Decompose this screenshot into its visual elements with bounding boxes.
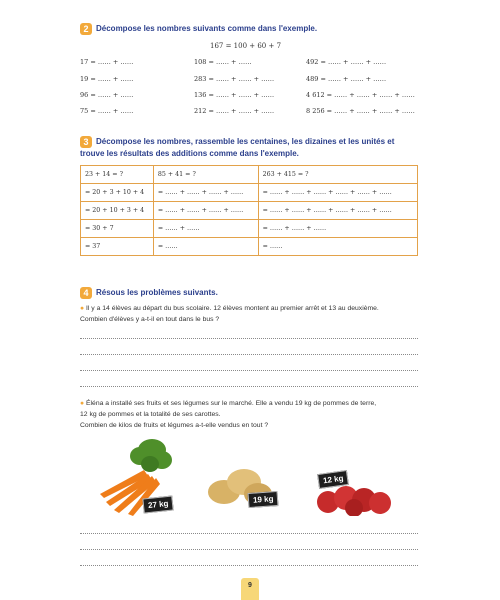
answer-line[interactable] bbox=[80, 549, 418, 550]
table-row bbox=[81, 238, 418, 256]
problem-1-line2: Combien d'élèves y a-t-il en tout dans le bus ? bbox=[80, 316, 220, 323]
table-cell: = 30 + 7 bbox=[81, 220, 154, 238]
decompose-item: 108 = …… + …… bbox=[194, 58, 252, 66]
decompose-item: 492 = …… + …… + …… bbox=[306, 58, 387, 66]
problem-2-text: Éléna a installé ses fruits et ses légumes sur le marché. Elle a vendu 19 kg de pommes de terre, bbox=[86, 400, 377, 407]
potatoes-weight-tag: 19 kg bbox=[248, 491, 279, 508]
exercise-2-example: 167 = 100 + 60 + 7 bbox=[210, 42, 282, 50]
table-cell: = …… + …… + …… + …… bbox=[153, 184, 258, 202]
decompose-item: 136 = …… + …… + …… bbox=[194, 91, 275, 99]
table-cell: 23 + 14 = ? bbox=[81, 166, 154, 184]
problem-1-text: Il y a 14 élèves au départ du bus scolaire. 12 élèves montent au premier arrêt et 13 au deuxième. bbox=[86, 305, 379, 312]
decompose-item: 489 = …… + …… + …… bbox=[306, 75, 387, 83]
table-cell: = …… + …… + …… + …… + …… + …… bbox=[258, 202, 417, 220]
exercise-2-badge: 2 bbox=[80, 23, 92, 35]
answer-line[interactable] bbox=[80, 370, 418, 371]
decompose-item: 96 = …… + …… bbox=[80, 91, 134, 99]
table-cell: = …… + …… bbox=[153, 220, 258, 238]
decompose-item: 8 256 = …… + …… + …… + …… bbox=[306, 107, 415, 115]
problem-1-line1 bbox=[80, 304, 379, 314]
table-cell: = …… + …… + …… + …… bbox=[153, 202, 258, 220]
decompose-item: 4 612 = …… + …… + …… + …… bbox=[306, 91, 415, 99]
table-cell: 263 + 415 = ? bbox=[258, 166, 417, 184]
exercise-3-badge: 3 bbox=[80, 136, 92, 148]
decompose-item: 283 = …… + …… + …… bbox=[194, 75, 275, 83]
answer-line[interactable] bbox=[80, 565, 418, 566]
bullet-icon: ● bbox=[80, 400, 85, 407]
table-row bbox=[81, 184, 418, 202]
exercise-3-title-line2: trouve les résultats des additions comme dans l'exemple. bbox=[80, 149, 299, 158]
table-row bbox=[81, 166, 418, 184]
table-cell: = …… bbox=[153, 238, 258, 256]
table-row bbox=[81, 220, 418, 238]
exercise-3-title-line1: Décompose les nombres, rassemble les centaines, les dizaines et les unités et bbox=[96, 137, 395, 146]
decompose-item: 17 = …… + …… bbox=[80, 58, 134, 66]
decompose-item: 75 = …… + …… bbox=[80, 107, 134, 115]
answer-line[interactable] bbox=[80, 338, 418, 339]
exercise-2-title: Décompose les nombres suivants comme dans l'exemple. bbox=[96, 24, 318, 33]
decompose-item: 19 = …… + …… bbox=[80, 75, 134, 83]
carrots-weight-tag: 27 kg bbox=[142, 495, 174, 513]
answer-line[interactable] bbox=[80, 533, 418, 534]
table-cell: 85 + 41 = ? bbox=[153, 166, 258, 184]
exercise-4-title: Résous les problèmes suivants. bbox=[96, 288, 218, 297]
table-cell: = 20 + 3 + 10 + 4 bbox=[81, 184, 154, 202]
table-row bbox=[81, 202, 418, 220]
answer-line[interactable] bbox=[80, 354, 418, 355]
table-cell: = 20 + 10 + 3 + 4 bbox=[81, 202, 154, 220]
bullet-icon: ● bbox=[80, 305, 85, 312]
decompose-item: 212 = …… + …… + …… bbox=[194, 107, 275, 115]
addition-table bbox=[80, 165, 418, 256]
table-cell: = …… + …… + …… bbox=[258, 220, 417, 238]
page-number: 9 bbox=[241, 578, 259, 600]
problem-2-line3: Combien de kilos de fruits et légumes a-t-elle vendus en tout ? bbox=[80, 422, 269, 429]
table-cell: = 37 bbox=[81, 238, 154, 256]
answer-line[interactable] bbox=[80, 386, 418, 387]
apples-weight-tag: 12 kg bbox=[317, 470, 349, 489]
problem-2-line2: 12 kg de pommes et la totalité de ses carottes. bbox=[80, 411, 221, 418]
problem-2-line1 bbox=[80, 399, 376, 409]
exercise-4-badge: 4 bbox=[80, 287, 92, 299]
table-cell: = …… + …… + …… + …… + …… + …… bbox=[258, 184, 417, 202]
table-cell: = …… bbox=[258, 238, 417, 256]
